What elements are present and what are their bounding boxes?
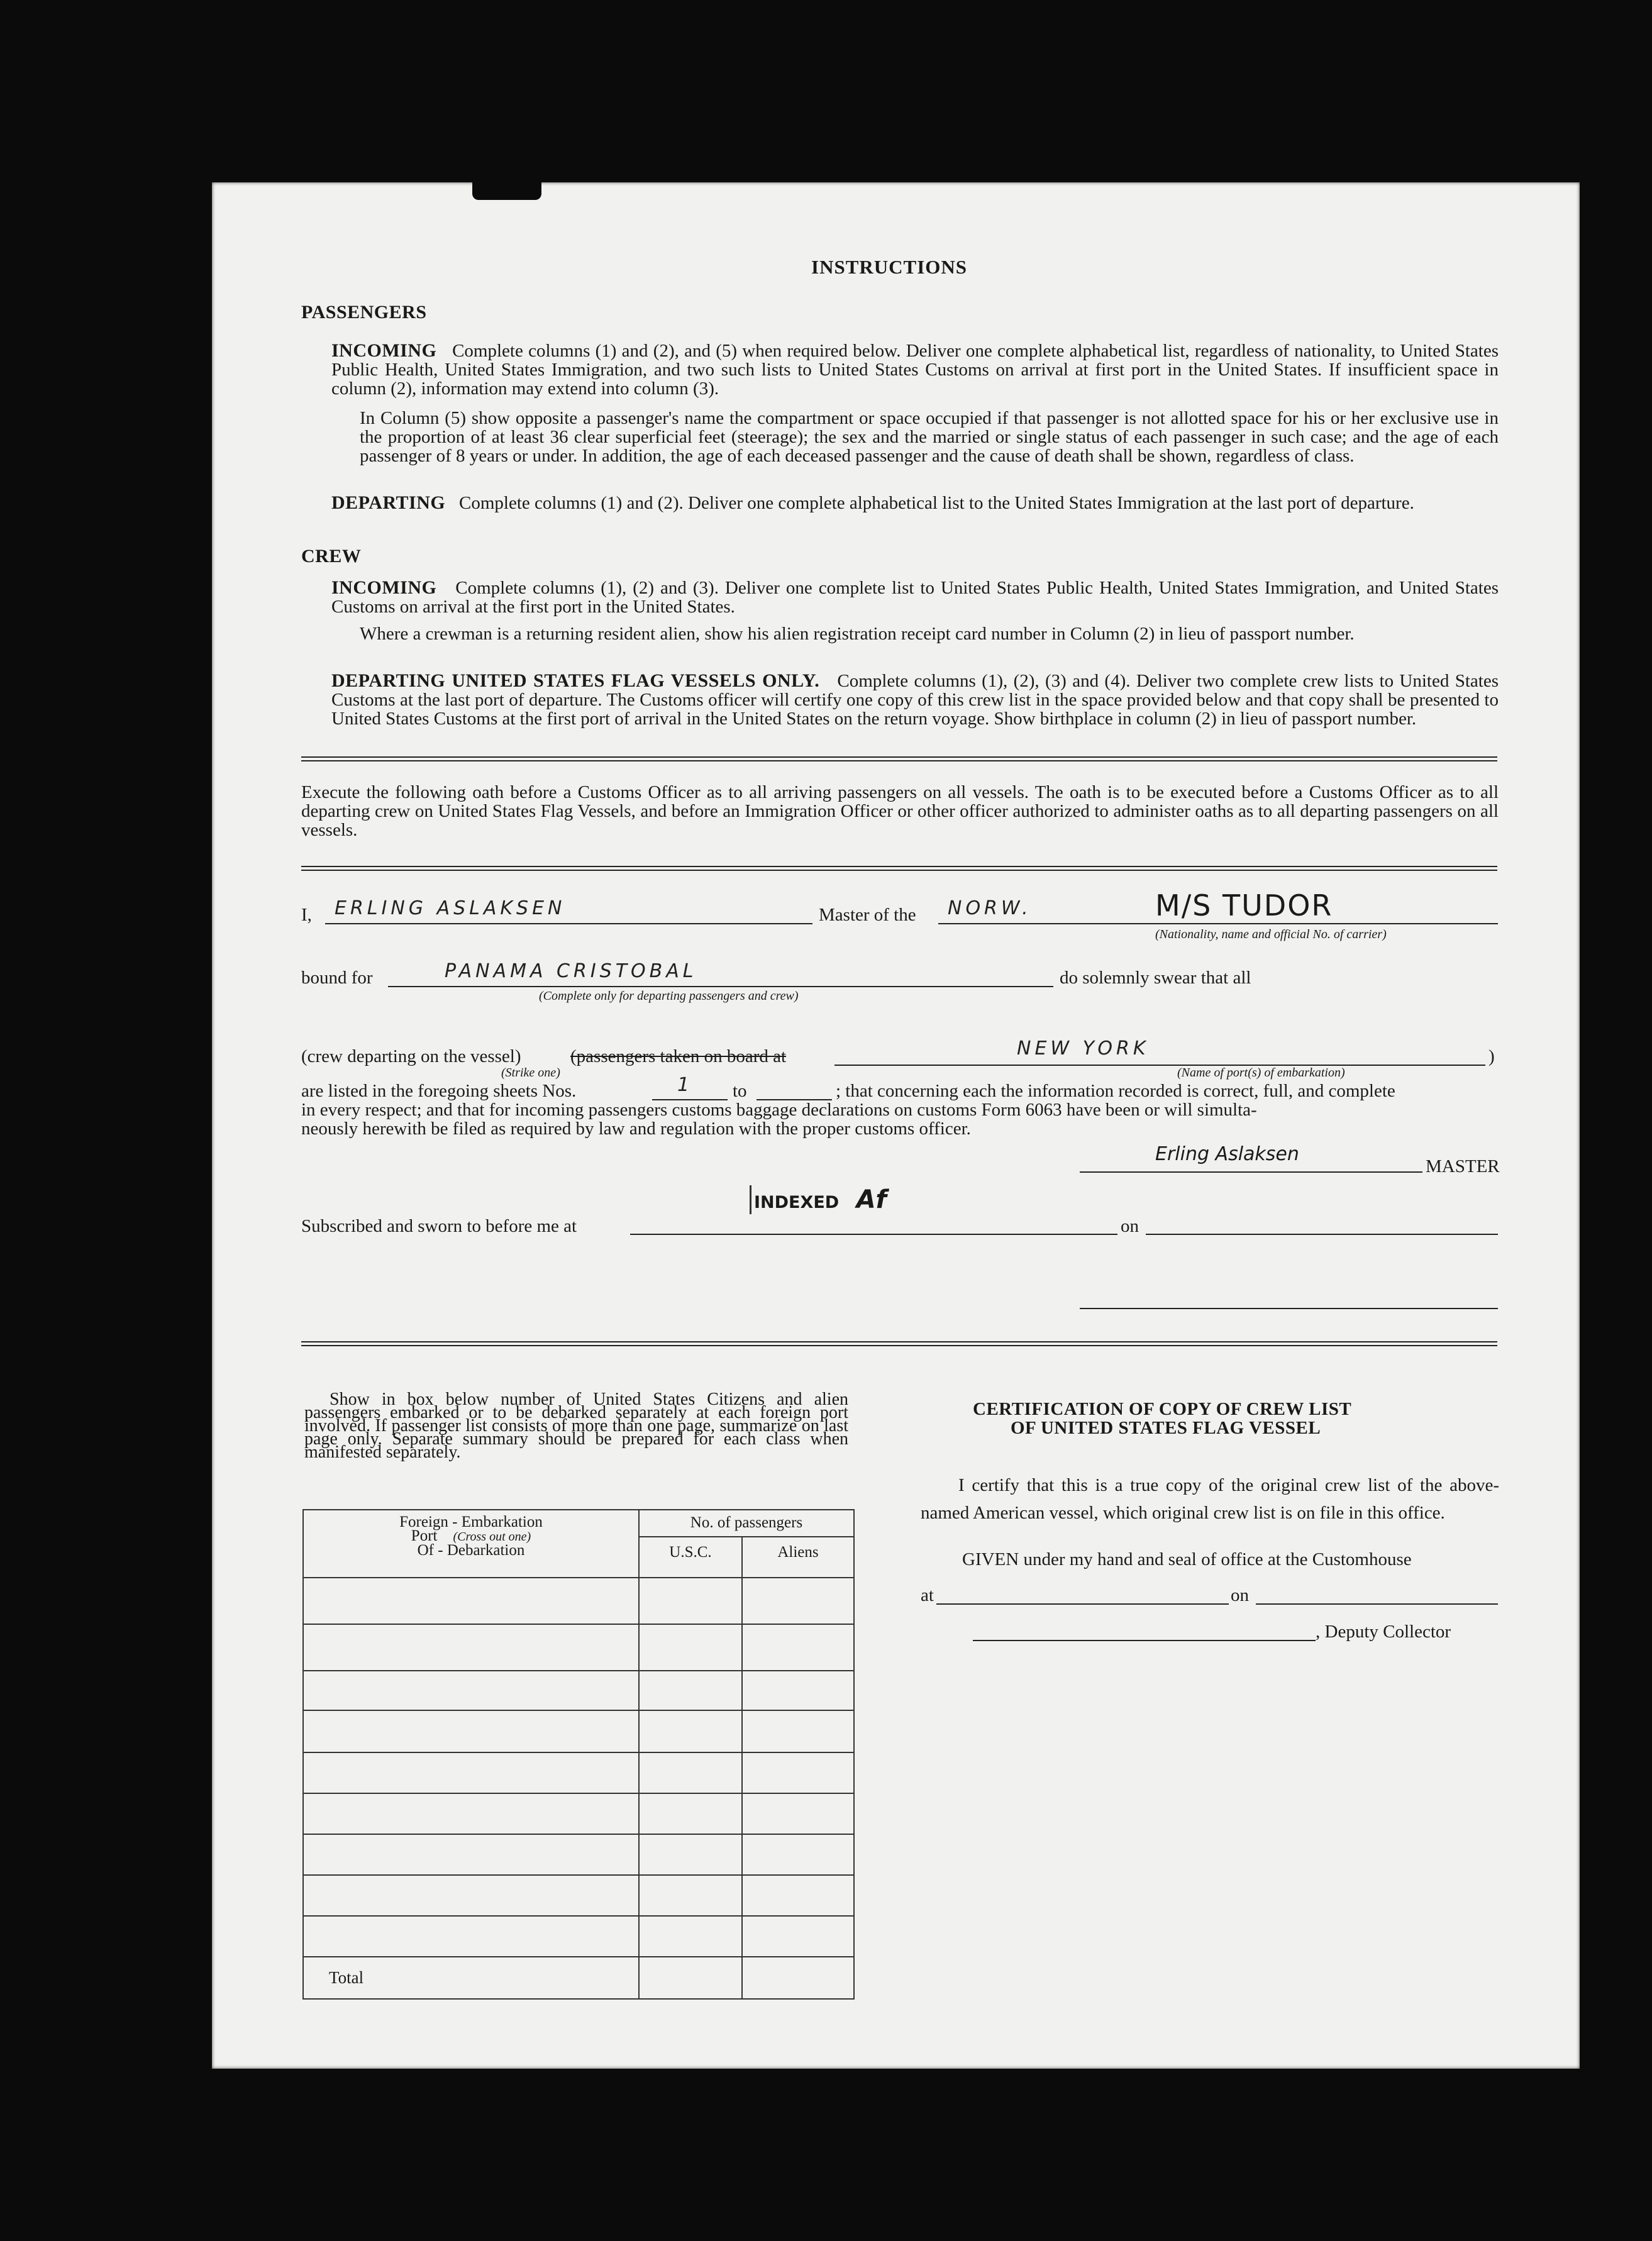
divider (301, 756, 1497, 758)
cert-on-label: on (1231, 1585, 1249, 1605)
divider (301, 866, 1497, 867)
table-cell (303, 1793, 639, 1834)
cert-place-line (936, 1603, 1229, 1605)
master-name-line (325, 923, 812, 924)
table-cell (303, 1671, 639, 1710)
crew-departing: (crew departing on the vessel) (301, 1046, 521, 1066)
passengers-incoming: INCOMING Complete columns (1) and (2), and (5) when required below. Deliver one complete alphabetical list, regardless of nationality, to United States Public Health, United States Immigration, and two such lists to United States Customs on arrival at first port in the United States. If insufficient space in column (2), information may extend into column (3). (331, 340, 1499, 399)
close-paren: ) (1488, 1046, 1495, 1066)
passengers-heading: PASSENGERS (301, 302, 427, 323)
deputy-collector-label: , Deputy Collector (1316, 1622, 1451, 1642)
officer-line (1080, 1308, 1498, 1309)
table-cell (639, 1671, 742, 1710)
master-of-label: Master of the (819, 905, 916, 925)
table-cell (303, 1710, 639, 1752)
table-cell (303, 1916, 639, 1957)
certification-given: GIVEN under my hand and seal of office at the Customhouse (962, 1549, 1412, 1569)
cert-date-line (1256, 1603, 1498, 1605)
strike-caption: (Strike one) (501, 1066, 560, 1080)
subscribed-label: Subscribed and sworn to before me at (301, 1216, 577, 1236)
deputy-signature-line (973, 1640, 1316, 1641)
port-value: NEW YORK (1017, 1038, 1150, 1060)
oath-intro: Execute the following oath before a Customs Officer as to all arriving passengers on all vessels. The oath is to be executed before a Customs Officer as to all departing crew on United States Flag Vessels, and before an Immigration Officer or other officer authorized to administer oaths as to all departing passengers on all vessels. (301, 782, 1499, 840)
signature-line (1080, 1171, 1422, 1173)
master-name: ERLING ASLAKSEN (335, 897, 566, 919)
table-cell (303, 1578, 639, 1624)
table-cell (639, 1624, 742, 1671)
table-cell (303, 1624, 639, 1671)
passenger-count-table (302, 1509, 855, 2000)
table-cell (742, 1671, 854, 1710)
document-page (212, 182, 1580, 2069)
i-label: I, (301, 905, 312, 925)
table-cell (742, 1793, 854, 1834)
box-instructions: Show in box below number of United States Citizens and alien passengers embarked or to be debarked separately at each foreign port involved. If passenger list consists of more than one page, summarize on last page only. Separate summary should be prepared for each class when manifested separately. (304, 1390, 848, 1462)
oath-line2: in every respect; and that for incoming passengers customs baggage declarations on customs Form 6063 have been or will simulta- (301, 1100, 1257, 1120)
aliens-header: Aliens (742, 1537, 854, 1578)
table-cell (742, 1578, 854, 1624)
table-cell (742, 1624, 854, 1671)
bound-caption: (Complete only for departing passengers and crew) (539, 989, 799, 1003)
table-cell (639, 1916, 742, 1957)
crew-incoming: INCOMING Complete columns (1), (2) and (3). Deliver one complete list to United States Public Health, United States Immigration, and United States Customs on arrival at the first port in the United States. (331, 577, 1499, 617)
passengers-header: No. of passengers (639, 1510, 854, 1537)
subscribed-on-label: on (1121, 1216, 1139, 1236)
master-signature: Erling Aslaksen (1155, 1143, 1299, 1165)
sheet-from: 1 (677, 1074, 694, 1096)
cert-at-label: at (921, 1585, 934, 1605)
table-cell (742, 1834, 854, 1875)
table-cell (639, 1578, 742, 1624)
swear-text: do solemnly swear that all (1060, 968, 1251, 988)
divider (301, 1345, 1497, 1346)
paper-notch (472, 182, 541, 200)
vessel-caption: (Nationality, name and official No. of carrier) (1155, 927, 1387, 941)
vessel-line (938, 923, 1498, 924)
total-label: Total (303, 1957, 639, 1999)
vessel-name: M/S TUDOR (1155, 888, 1333, 922)
subscribed-place-line (630, 1234, 1117, 1235)
instructions-title: INSTRUCTIONS (811, 256, 968, 278)
master-label: MASTER (1426, 1156, 1500, 1176)
table-cell (742, 1957, 854, 1999)
table-cell (303, 1834, 639, 1875)
to-label: to (733, 1081, 747, 1101)
table-cell (742, 1710, 854, 1752)
table-cell (639, 1957, 742, 1999)
table-cell (639, 1752, 742, 1793)
divider (301, 870, 1497, 871)
flag-vessels-instructions: DEPARTING UNITED STATES FLAG VESSELS ONLY. Complete columns (1), (2), (3) and (4). Deliver two complete crew lists to United States Customs at the last port of departure. The Customs officer will certify one copy of this crew list in the space provided below and that copy shall be presented to United States Customs at the first port of arrival in the United States on the return voyage. Show birthplace in column (2) in lieu of passport number. (331, 670, 1499, 729)
table-cell (742, 1916, 854, 1957)
listed-rest: ; that concerning each the information recorded is correct, full, and complete (836, 1081, 1395, 1101)
listed-label: are listed in the foregoing sheets Nos. (301, 1081, 577, 1101)
nationality: NORW. (948, 897, 1032, 919)
divider (301, 1341, 1497, 1342)
certification-title-1: CERTIFICATION OF COPY OF CREW LIST (973, 1399, 1352, 1419)
table-cell (639, 1710, 742, 1752)
certification-title-2: OF UNITED STATES FLAG VESSEL (1011, 1418, 1321, 1438)
passengers-struck: (passengers taken on board at (570, 1046, 787, 1066)
bound-for-value: PANAMA CRISTOBAL (445, 960, 697, 982)
crewman-instructions: Where a crewman is a returning resident alien, show his alien registration receipt card number in Column (2) in lieu of passport number. (360, 624, 1355, 644)
divider (301, 760, 1497, 761)
table-cell (742, 1875, 854, 1916)
port-line (834, 1065, 1485, 1066)
column5-instructions: In Column (5) show opposite a passenger's name the compartment or space occupied if that passenger is not allotted space for his or her exclusive use in the proportion of at least 36 clear superficial feet (steerage); the sex and the married or single status of each passenger in such case; and the age of each passenger of 8 years or under. In addition, the age of each deceased passenger and the cause of death shall be shown, regardless of class. (360, 408, 1499, 466)
table-cell (639, 1793, 742, 1834)
usc-header: U.S.C. (639, 1537, 742, 1578)
table-cell (639, 1875, 742, 1916)
foreign-port-header: Foreign - Embarkation Port (Cross out one) Of - Debarkation (303, 1510, 639, 1578)
table-cell (742, 1752, 854, 1793)
bound-for-line (388, 986, 1053, 987)
table-cell (303, 1875, 639, 1916)
table-cell (303, 1752, 639, 1793)
oath-line3: neously herewith be filed as required by law and regulation with the proper customs officer. (301, 1119, 971, 1139)
bound-for-label: bound for (301, 968, 373, 988)
table-cell (639, 1834, 742, 1875)
port-caption: (Name of port(s) of embarkation) (1177, 1066, 1345, 1080)
subscribed-date-line (1146, 1234, 1498, 1235)
passengers-departing: DEPARTING Complete columns (1) and (2). Deliver one complete alphabetical list to the United States Immigration at the last port of departure. (331, 492, 1414, 513)
certification-text: I certify that this is a true copy of the original crew list of the above-named American vessel, which original crew list is on file in this office. (921, 1475, 1499, 1523)
indexed-stamp: INDEXED Af (750, 1185, 887, 1214)
crew-heading: CREW (301, 546, 362, 567)
